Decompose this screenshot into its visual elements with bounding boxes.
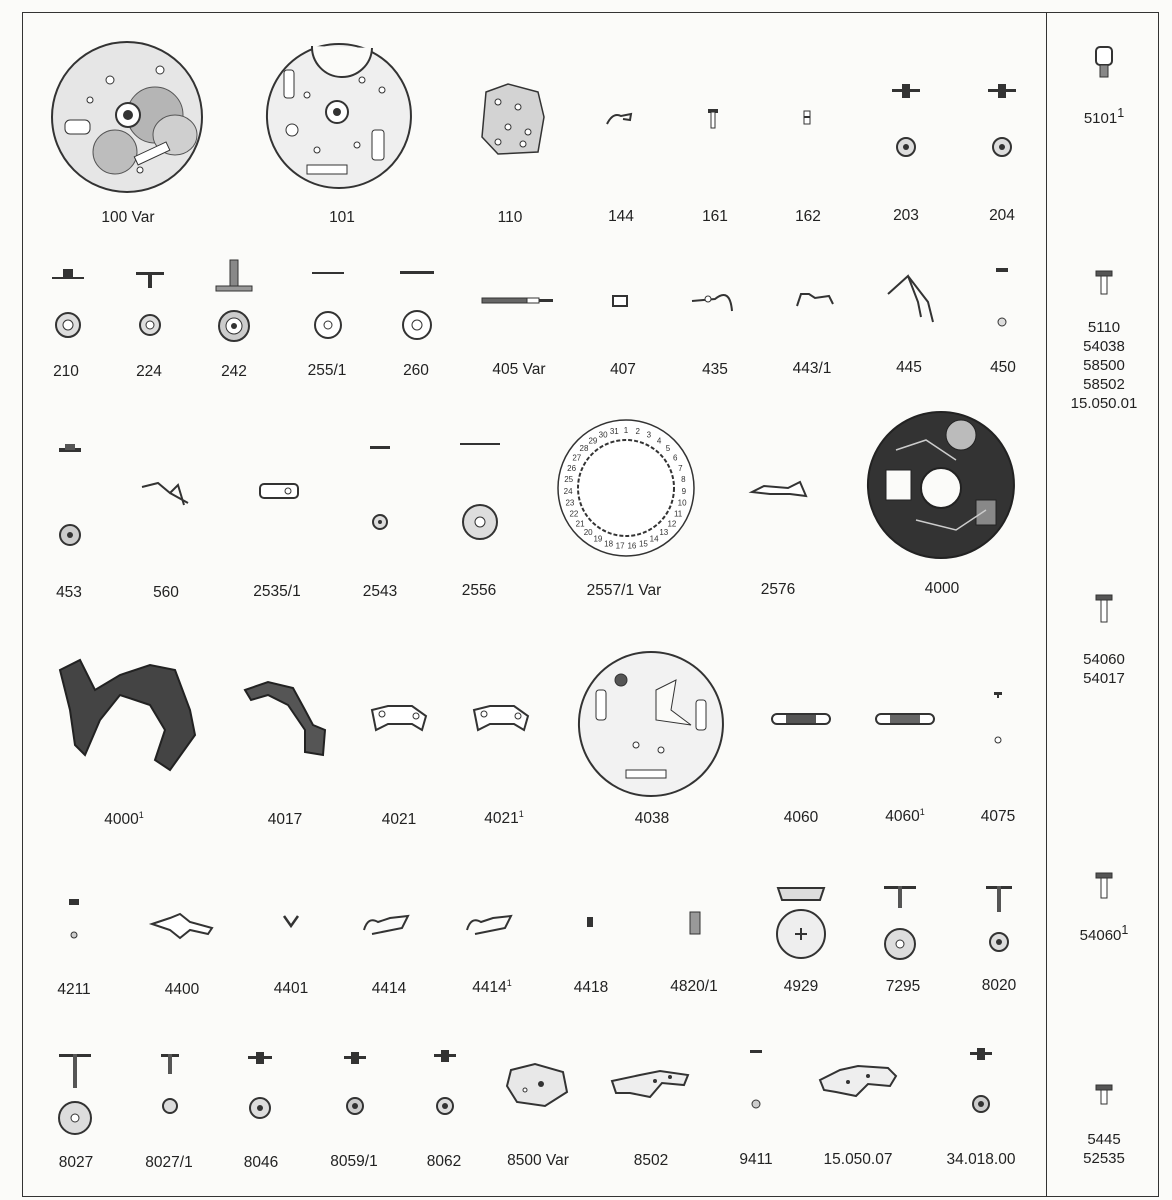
part-label-100var: 100 Var — [101, 209, 155, 226]
part-label-4211: 4211 — [57, 981, 91, 998]
plate-110-illustration — [478, 82, 548, 157]
plate-101-illustration — [262, 40, 417, 190]
part-label-8500var: 8500 Var — [507, 1152, 569, 1169]
part-4211-illustration — [66, 895, 82, 945]
main-plate-100var-illustration — [50, 40, 205, 195]
part-label-4000: 4000 — [924, 580, 960, 597]
screw-label-line: 15.050.01 — [1070, 395, 1138, 412]
part-4820-1-illustration — [688, 910, 702, 936]
date-ring-number: 21 — [575, 519, 585, 529]
part-label-210: 210 — [53, 363, 79, 380]
plate-8500var-illustration — [505, 1060, 570, 1110]
date-ring-number: 6 — [672, 453, 678, 463]
part-label-204: 204 — [989, 207, 1015, 224]
part-label-4017: 4017 — [267, 811, 303, 828]
part-label-4418: 4418 — [573, 979, 609, 996]
date-ring-number: 23 — [565, 498, 575, 508]
bridge-8502-illustration — [610, 1065, 690, 1105]
part-label-242: 242 — [221, 363, 247, 380]
part-label-435: 435 — [702, 361, 728, 378]
part-label-101: 101 — [329, 209, 355, 226]
date-ring-number: 11 — [673, 509, 683, 519]
screw-label-group-5445 — [1083, 1130, 1125, 1168]
part-label-2557-1var: 2557/1 Var — [586, 582, 662, 599]
part-label-4929: 4929 — [783, 978, 819, 995]
date-ring-number: 29 — [588, 436, 598, 446]
part-label-162: 162 — [795, 208, 821, 225]
screw-54060-illustration — [1094, 592, 1114, 624]
wheel-453-illustration — [55, 440, 85, 550]
date-ring-number: 22 — [569, 509, 579, 519]
screw-54060-1-illustration — [1094, 870, 1114, 900]
part-label-4038: 4038 — [634, 810, 670, 827]
wheel-8027-illustration — [55, 1048, 95, 1143]
wheel-8020-illustration — [984, 880, 1014, 955]
screw-label-5101-1: 5101$^1$ — [1083, 106, 1125, 127]
date-ring-number: 7 — [678, 463, 683, 473]
date-ring-number: 27 — [572, 453, 582, 463]
part-label-144: 144 — [608, 208, 634, 225]
wheel-8046-illustration — [244, 1048, 276, 1123]
part-label-4820-1: 4820/1 — [670, 978, 718, 995]
date-ring-number: 20 — [583, 528, 593, 537]
wheel-260-illustration — [398, 265, 436, 345]
date-ring-number: 28 — [579, 444, 589, 453]
part-label-405var: 405 Var — [492, 361, 546, 378]
part-label-8502: 8502 — [633, 1152, 669, 1169]
part-label-4401: 4401 — [273, 980, 309, 997]
bridge-4021-1-illustration — [470, 700, 532, 736]
screw-label-line: 52535 — [1083, 1150, 1125, 1167]
screw-label-line: 54038 — [1083, 338, 1125, 355]
date-ring-2557-1var-illustration — [556, 418, 696, 558]
part-label-443-1: 443/1 — [792, 360, 832, 377]
screw-label-line: 54017 — [1083, 670, 1125, 687]
part-label-34-018-00: 34.018.00 — [946, 1151, 1016, 1168]
bridge-4017-illustration — [243, 680, 328, 760]
part-label-4060: 4060 — [783, 809, 819, 826]
date-ring-number: 16 — [627, 541, 637, 551]
part-label-407: 407 — [610, 361, 636, 378]
part-label-445: 445 — [896, 359, 922, 376]
date-ring-number: 9 — [681, 486, 687, 496]
date-ring-number: 19 — [593, 534, 603, 544]
screw-5445-illustration — [1094, 1082, 1114, 1108]
date-ring-number: 2 — [635, 427, 640, 437]
date-ring-number: 14 — [649, 534, 659, 544]
bridge-4000-1-illustration — [50, 650, 200, 780]
bridge-4021-illustration — [368, 700, 430, 736]
date-ring-number: 5 — [665, 444, 671, 453]
part-450-illustration — [994, 265, 1010, 331]
screw-label-line: 58502 — [1083, 376, 1125, 393]
part-label-4400: 4400 — [164, 981, 200, 998]
wheel-7295-illustration — [880, 880, 920, 965]
wheel-8027-1-illustration — [158, 1048, 182, 1118]
part-label-8027-1: 8027/1 — [145, 1154, 193, 1171]
stem-405var-illustration — [480, 292, 555, 308]
part-label-8027: 8027 — [58, 1154, 94, 1171]
screw-label-line: 5445 — [1087, 1131, 1121, 1148]
part-4401-illustration — [282, 912, 300, 930]
wheel-242-illustration — [212, 258, 256, 343]
spring-4414-1-illustration — [465, 910, 515, 938]
part-label-2576: 2576 — [760, 581, 796, 598]
part-label-8062: 8062 — [426, 1153, 462, 1170]
screw-label-line: 58500 — [1083, 357, 1125, 374]
screw-label-group-5110 — [1071, 318, 1138, 413]
wheel-255-1-illustration — [310, 265, 346, 345]
part-4418-illustration — [585, 915, 595, 929]
part-label-8020: 8020 — [981, 977, 1017, 994]
coil-4060-1-illustration — [874, 708, 936, 730]
wheel-203-illustration — [890, 80, 922, 165]
part-label-4414: 4414 — [371, 980, 407, 997]
part-label-15-050-07: 15.050.07 — [823, 1151, 893, 1168]
part-label-2543: 2543 — [362, 583, 398, 600]
date-ring-number: 4 — [656, 436, 662, 446]
coil-4060-illustration — [770, 708, 832, 730]
plate-4038-illustration — [576, 650, 726, 795]
part-label-224: 224 — [136, 363, 162, 380]
part-label-560: 560 — [153, 584, 179, 601]
date-ring-number: 18 — [604, 539, 614, 549]
part-4075-illustration — [990, 688, 1006, 748]
part-label-8046: 8046 — [243, 1154, 279, 1171]
part-label-7295: 7295 — [885, 978, 921, 995]
lever-144-illustration — [605, 110, 635, 128]
screw-5101-1-illustration — [1093, 45, 1115, 83]
screw-label-group-54060 — [1083, 650, 1125, 688]
part-label-4000-1: 4000$^1$ — [104, 810, 144, 828]
part-label-4021-1: 4021$^1$ — [484, 809, 524, 827]
lever-2576-illustration — [750, 478, 810, 503]
wheel-2556-illustration — [458, 438, 502, 543]
part-label-4060-1: 4060$^1$ — [885, 807, 925, 825]
wheel-8059-1-illustration — [340, 1048, 370, 1118]
part-label-2556: 2556 — [461, 582, 497, 599]
part-label-161: 161 — [702, 208, 728, 225]
date-ring-number: 12 — [667, 519, 677, 529]
date-ring-number: 25 — [564, 475, 574, 485]
screw-column-divider — [1046, 12, 1047, 1197]
wheel-2543-illustration — [368, 440, 392, 535]
part-label-8059-1: 8059/1 — [330, 1153, 378, 1170]
part-label-2535-1: 2535/1 — [253, 583, 301, 600]
screw-label-54060-1: 54060$^1$ — [1079, 923, 1129, 944]
screw-5110-illustration — [1094, 268, 1114, 296]
part-label-4021: 4021 — [381, 811, 417, 828]
part-9411-illustration — [748, 1046, 764, 1111]
screw-label-line: 5110 — [1087, 319, 1121, 336]
date-ring-number: 15 — [638, 539, 648, 549]
screw-label-line: 54060 — [1083, 651, 1125, 668]
date-ring-number: 26 — [567, 463, 577, 473]
spring-4414-illustration — [362, 910, 412, 938]
date-ring-number: 30 — [598, 430, 608, 440]
pin-161-illustration — [707, 108, 719, 130]
date-ring-number: 31 — [609, 427, 619, 437]
lever-443-1-illustration — [795, 288, 835, 310]
part-2535-1-illustration — [258, 480, 300, 502]
pin-162-illustration — [802, 110, 812, 126]
wheel-8062-illustration — [430, 1046, 460, 1118]
battery-4929-illustration — [770, 882, 832, 962]
part-label-9411: 9411 — [739, 1151, 773, 1168]
circuit-module-4000-illustration — [866, 410, 1016, 560]
spring-435-illustration — [690, 285, 740, 315]
part-407-illustration — [612, 294, 628, 308]
part-label-4414-1: 4414$^1$ — [472, 978, 512, 996]
part-label-450: 450 — [990, 359, 1016, 376]
spring-445-illustration — [883, 272, 938, 327]
part-label-4075: 4075 — [980, 808, 1016, 825]
date-ring-number: 13 — [659, 528, 669, 537]
wheel-210-illustration — [50, 265, 86, 340]
wheel-224-illustration — [132, 265, 168, 340]
wheel-34-018-00-illustration — [966, 1044, 996, 1114]
part-label-203: 203 — [893, 207, 919, 224]
part-label-453: 453 — [56, 584, 82, 601]
lever-4400-illustration — [150, 910, 215, 942]
bridge-15-050-07-illustration — [818, 1062, 898, 1102]
part-label-260: 260 — [403, 362, 429, 379]
lever-560-illustration — [140, 475, 195, 510]
part-label-255-1: 255/1 — [307, 362, 347, 379]
wheel-204-illustration — [986, 80, 1018, 165]
date-ring-number: 8 — [681, 475, 686, 485]
date-ring-number: 17 — [615, 541, 625, 551]
date-ring-number: 3 — [646, 430, 652, 440]
date-ring-number: 24 — [563, 486, 573, 496]
date-ring-number: 10 — [677, 498, 687, 508]
date-ring-number: 1 — [623, 426, 629, 435]
part-label-110: 110 — [497, 209, 523, 226]
